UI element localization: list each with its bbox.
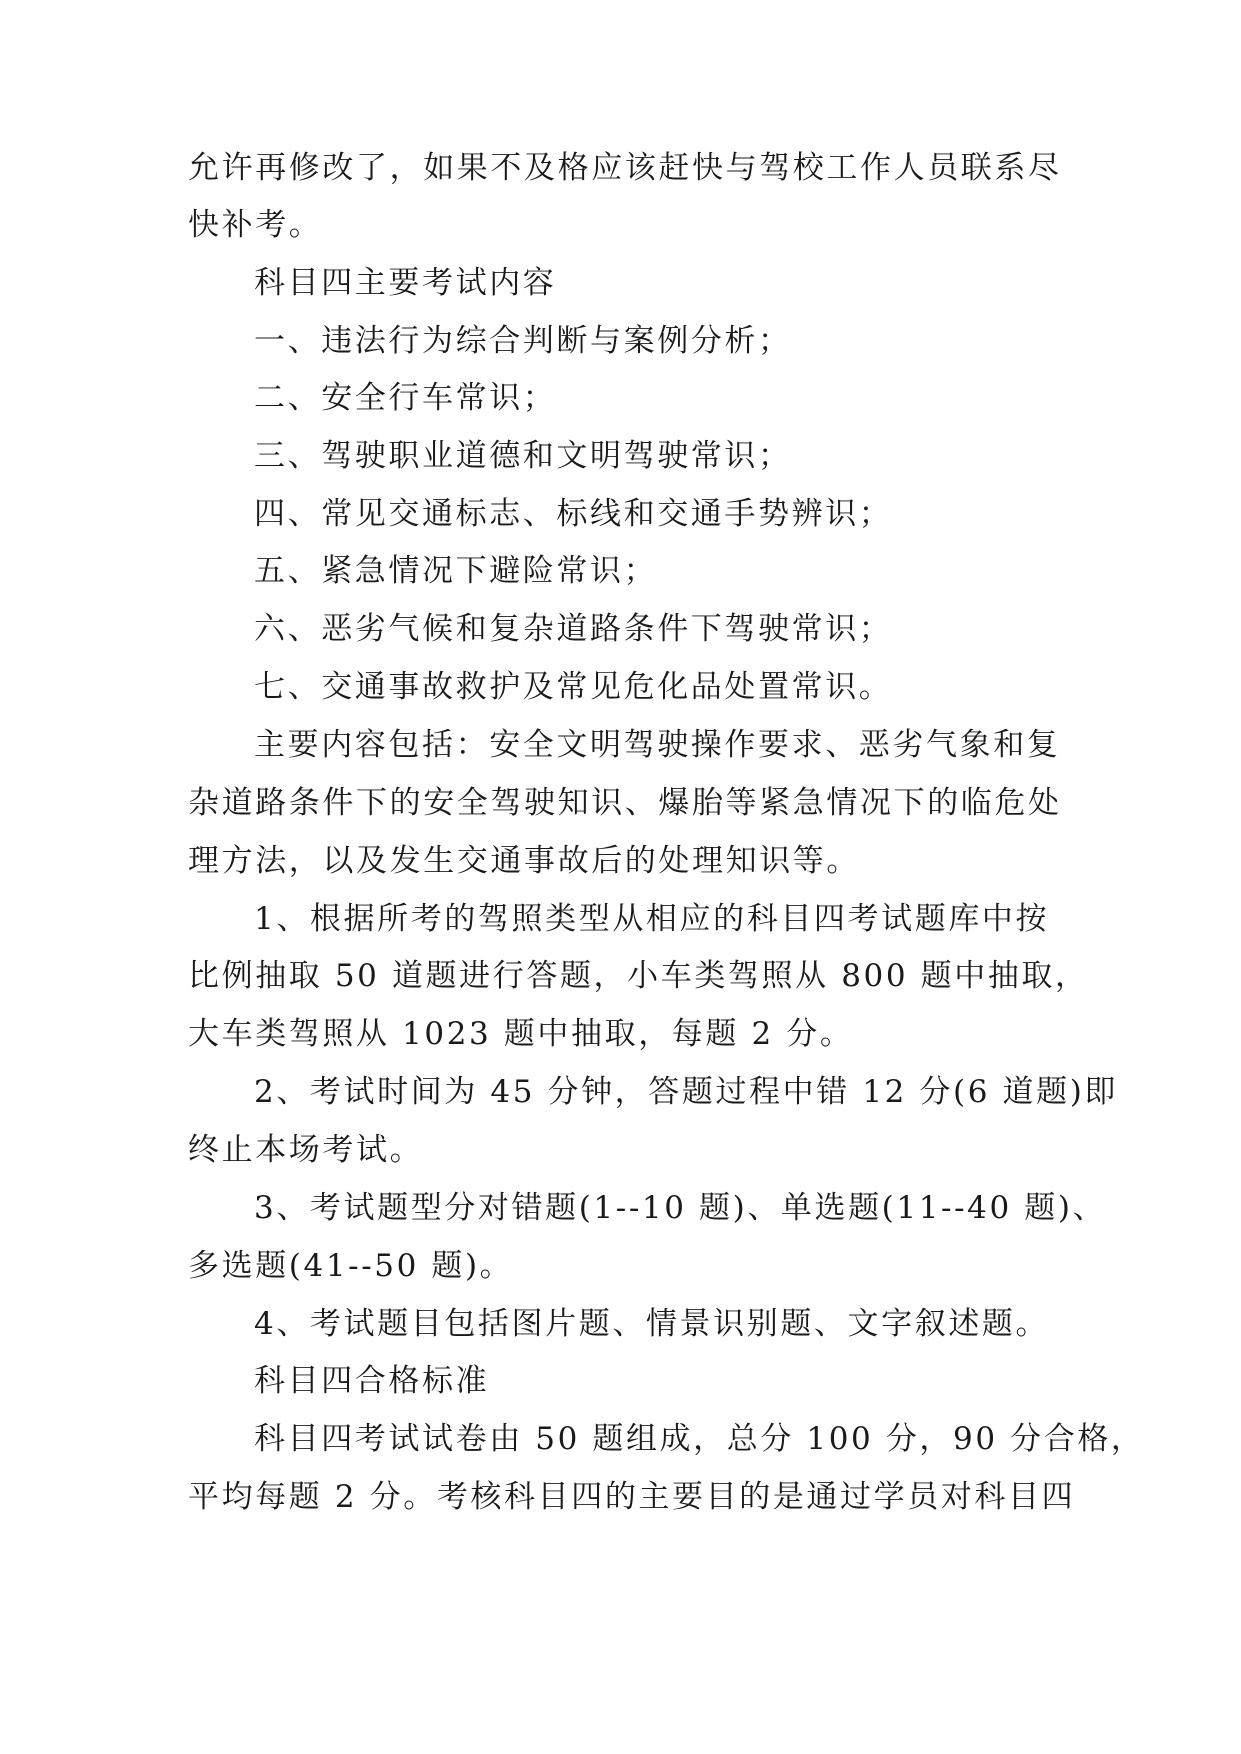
- list-item: 五、紧急情况下避险常识；: [254, 553, 658, 589]
- list-item: 一、违法行为综合判断与案例分析；: [254, 323, 792, 359]
- numbered-item: 4、考试题目包括图片题、情景识别题、文字叙述题。: [254, 1306, 1050, 1342]
- section-heading: 科目四合格标准: [254, 1363, 490, 1399]
- body-text-line: 大车类驾照从 1023 题中抽取，每题 2 分。: [188, 1016, 854, 1052]
- list-item: 二、安全行车常识；: [254, 380, 557, 416]
- body-text-line: 快补考。: [188, 207, 323, 243]
- list-item: 三、驾驶职业道德和文明驾驶常识；: [254, 438, 792, 474]
- numbered-item: 1、根据所考的驾照类型从相应的科目四考试题库中按: [254, 901, 1050, 937]
- body-text-line: 允许再修改了，如果不及格应该赶快与驾校工作人员联系尽: [188, 150, 1062, 186]
- list-item: 四、常见交通标志、标线和交通手势辨识；: [254, 496, 893, 532]
- body-text-line: 多选题(41--50 题)。: [188, 1248, 514, 1284]
- section-heading: 科目四主要考试内容: [254, 265, 557, 301]
- body-text-line: 科目四考试试卷由 50 题组成，总分 100 分，90 分合格，: [254, 1421, 1145, 1457]
- body-text-line: 主要内容包括：安全文明驾驶操作要求、恶劣气象和复: [254, 727, 1061, 763]
- list-item: 六、恶劣气候和复杂道路条件下驾驶常识；: [254, 611, 893, 647]
- numbered-item: 2、考试时间为 45 分钟，答题过程中错 12 分(6 道题)即: [254, 1074, 1118, 1110]
- list-item: 七、交通事故救护及常见危化品处置常识。: [254, 669, 893, 705]
- body-text-line: 杂道路条件下的安全驾驶知识、爆胎等紧急情况下的临危处: [188, 785, 1062, 821]
- body-text-line: 比例抽取 50 道题进行答题，小车类驾照从 800 题中抽取，: [188, 958, 1089, 994]
- body-text-line: 平均每题 2 分。考核科目四的主要目的是通过学员对科目四: [188, 1479, 1076, 1515]
- numbered-item: 3、考试题型分对错题(1--10 题)、单选题(11--40 题)、: [254, 1190, 1107, 1226]
- body-text-line: 理方法，以及发生交通事故后的处理知识等。: [188, 843, 860, 879]
- body-text-line: 终止本场考试。: [188, 1132, 424, 1168]
